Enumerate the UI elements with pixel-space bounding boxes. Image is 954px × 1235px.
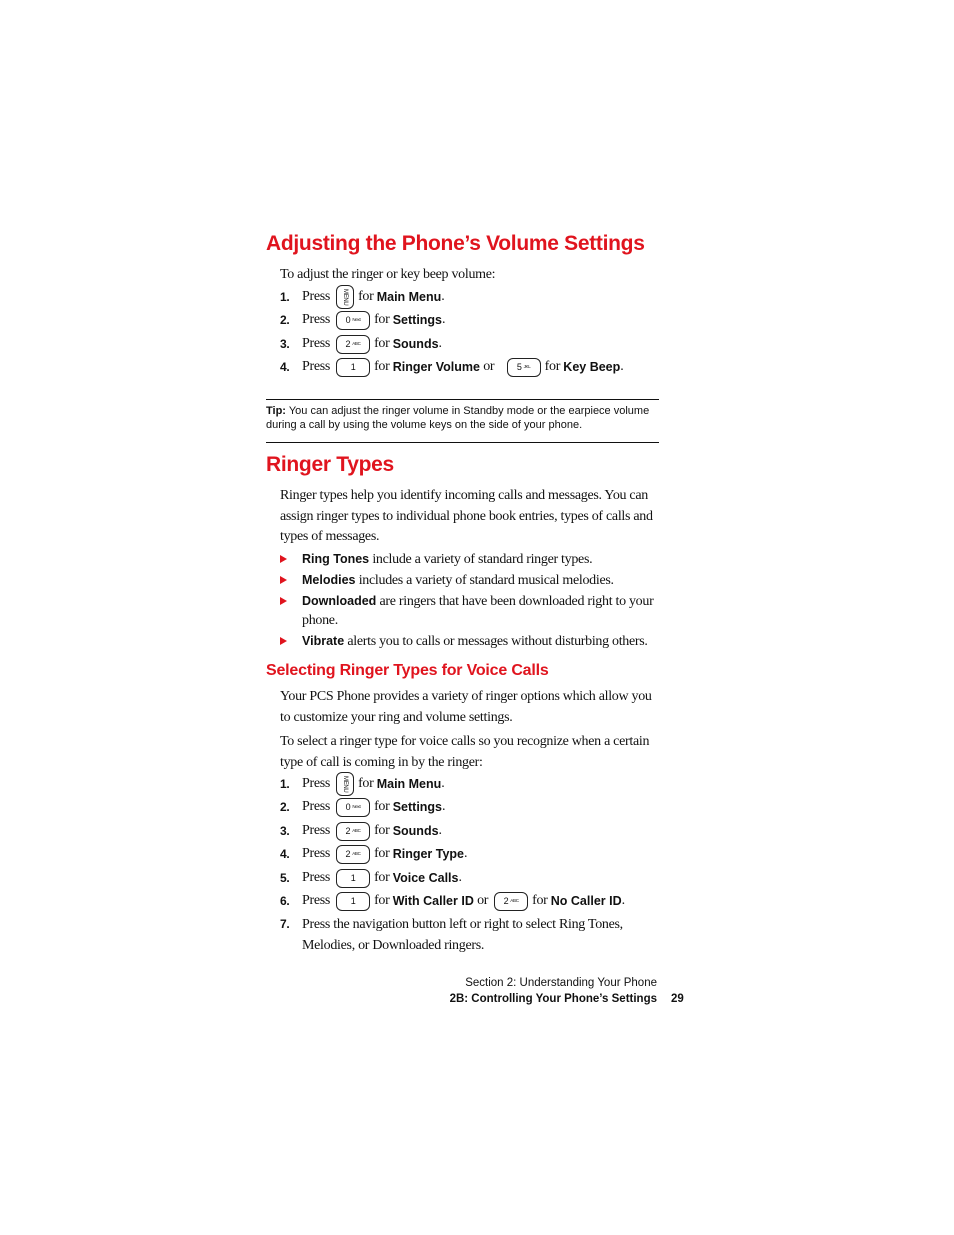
tip-text: Tip: You can adjust the ringer volume in Standby mode or the earpiece volume during a call by using the volume keys on the side of your phone. — [266, 405, 650, 431]
footer-section: Section 2: Understanding Your Phone — [465, 977, 657, 989]
menu-key-icon: MENU — [336, 772, 354, 796]
zero-key-icon: 0 Next — [336, 798, 370, 817]
bullet-vibrate: Vibrate alerts you to calls or messages without disturbing others. — [280, 632, 660, 651]
voice-step-7: 7. Press the navigation button left or right to select Ring Tones, Melodies, or Downloaded ringers. — [280, 917, 623, 953]
voice-calls-para-2: To select a ringer type for voice calls so you recognize when a certain type of call is coming in by the ringer: — [280, 734, 650, 770]
two-key-icon: 2 ABC — [494, 892, 528, 911]
bullet-melodies: Melodies includes a variety of standard musical melodies. — [280, 571, 660, 590]
subsection-title-voice-calls: Selecting Ringer Types for Voice Calls — [266, 662, 549, 679]
section-title-ringer-types: Ringer Types — [266, 453, 394, 476]
one-key-icon: 1 — [336, 358, 370, 377]
bullet-arrow-icon — [280, 555, 287, 563]
page-number: 29 — [671, 993, 684, 1005]
footer-chapter: 2B: Controlling Your Phone’s Settings — [449, 993, 657, 1005]
bullet-arrow-icon — [280, 637, 287, 645]
section-title-volume: Adjusting the Phone’s Volume Settings — [266, 232, 645, 255]
ringer-types-intro: Ringer types help you identify incoming calls and messages. You can assign ringer types to individual phone book entries, types of calls and types of messages. — [280, 488, 653, 544]
menu-key-icon: MENU — [336, 285, 354, 309]
volume-intro: To adjust the ringer or key beep volume: — [280, 267, 496, 282]
two-key-icon: 2 ABC — [336, 822, 370, 841]
one-key-icon: 1 — [336, 869, 370, 888]
bullet-downloaded: Downloaded are ringers that have been downloaded right to your phone. — [280, 592, 660, 630]
voice-calls-para-1: Your PCS Phone provides a variety of ringer options which allow you to customize your ring and volume settings. — [280, 689, 652, 725]
two-key-icon: 2 ABC — [336, 845, 370, 864]
bullet-arrow-icon — [280, 576, 287, 584]
five-key-icon: 5 JKL — [507, 358, 541, 377]
tip-box — [266, 399, 659, 443]
two-key-icon: 2 ABC — [336, 335, 370, 354]
bullet-ring-tones: Ring Tones include a variety of standard ringer types. — [280, 550, 660, 569]
zero-key-icon: 0 Next — [336, 311, 370, 330]
bullet-arrow-icon — [280, 597, 287, 605]
one-key-icon: 1 — [336, 892, 370, 911]
